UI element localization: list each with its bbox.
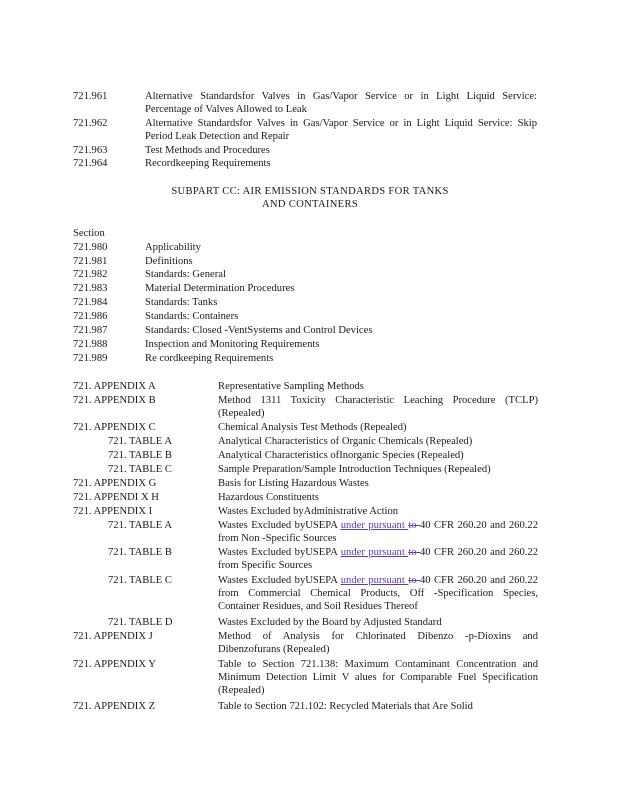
table-label: 721. TABLE B xyxy=(108,450,172,461)
appendix-label: 721. APPENDIX C xyxy=(73,422,156,433)
section-title: Test Methods and Procedures xyxy=(145,145,270,156)
deleted-text: to xyxy=(408,575,420,586)
table-label: 721. TABLE D xyxy=(108,617,173,628)
table-label: 721. TABLE B xyxy=(108,547,172,558)
appendix-title: Wastes Excluded byAdministrative Action xyxy=(218,506,399,517)
section-number: 721.961 xyxy=(73,91,108,102)
appendix-title: Method of Analysis for Chlorinated Dibenzo -p-Dioxins and Dibenzofurans (Repealed) xyxy=(218,631,538,655)
appendix-label: 721. APPENDI X H xyxy=(73,492,159,503)
deleted-text: to xyxy=(408,520,420,531)
section-title: Alternative Standardsfor Valves in Gas/Vapor Service or in Light Liquid Service: Skip Period Leak Detection and Repair xyxy=(145,118,537,142)
table-title xyxy=(218,574,538,613)
table-title: Analytical Characteristics of Organic Chemicals (Repealed) xyxy=(218,436,473,447)
section-number: 721.986 xyxy=(73,311,108,322)
section-number: 721.984 xyxy=(73,297,108,308)
section-number: 721.963 xyxy=(73,145,108,156)
appendix-label: 721. APPENDIX B xyxy=(73,395,156,406)
appendix-label: 721. APPENDIX Y xyxy=(73,659,156,670)
table-label: 721. TABLE C xyxy=(108,575,172,586)
section-title: Recordkeeping Requirements xyxy=(145,158,271,169)
table-title: Analytical Characteristics ofInorganic Species (Repealed) xyxy=(218,450,464,461)
appendix-title: Hazardous Constituents xyxy=(218,492,319,503)
section-number: 721.982 xyxy=(73,269,108,280)
table-title-text: Wastes Excluded byUSEPA xyxy=(218,520,341,531)
inserted-text: under pursuant xyxy=(340,547,409,558)
section-title: Standards: General xyxy=(145,269,226,280)
appendix-label: 721. APPENDIX A xyxy=(73,381,156,392)
inserted-text: under pursuant xyxy=(340,520,409,531)
section-title: Re cordkeeping Requirements xyxy=(145,353,274,364)
appendix-label: 721. APPENDIX I xyxy=(73,506,153,517)
deleted-text: to xyxy=(408,547,420,558)
table-label: 721. TABLE A xyxy=(108,436,172,447)
table-title: Wastes Excluded by the Board by Adjusted Standard xyxy=(218,617,442,628)
appendix-label: 721. APPENDIX Z xyxy=(73,701,156,712)
section-title: Standards: Tanks xyxy=(145,297,218,308)
section-number: 721.989 xyxy=(73,353,108,364)
section-number: 721.988 xyxy=(73,339,108,350)
section-number: 721.987 xyxy=(73,325,108,336)
appendix-title: Table to Section 721.102: Recycled Materials that Are Solid xyxy=(218,701,473,712)
section-title: Material Determination Procedures xyxy=(145,283,295,294)
section-number: 721.983 xyxy=(73,283,108,294)
appendix-label: 721. APPENDIX J xyxy=(73,631,153,642)
appendix-title: Method 1311 Toxicity Characteristic Leaching Procedure (TCLP) (Repealed) xyxy=(218,395,538,419)
inserted-text: under pursuant xyxy=(340,575,409,586)
table-title xyxy=(218,519,538,545)
table-label: 721. TABLE A xyxy=(108,520,172,531)
table-title-text: 40 CFR 260.20 and 260.22 from Non -Specific Sources xyxy=(218,520,538,544)
section-title: Alternative Standardsfor Valves in Gas/Vapor Service or in Light Liquid Service: Percentage of Valves Allowed to Leak xyxy=(145,91,537,115)
section-number: 721.981 xyxy=(73,256,108,267)
table-title xyxy=(218,546,538,572)
appendix-title: Basis for Listing Hazardous Wastes xyxy=(218,478,369,489)
table-label: 721. TABLE C xyxy=(108,464,172,475)
appendix-title: Table to Section 721.138: Maximum Contaminant Concentration and Minimum Detection Limit V alues for Comparable Fuel Specification (Repealed) xyxy=(218,659,538,696)
table-title-text: 40 CFR 260.20 and 260.22 from Commercial Chemical Products, Off -Specification Species, Container Residues, and Soil Residues Thereof xyxy=(218,575,538,612)
section-title: Inspection and Monitoring Requirements xyxy=(145,339,320,350)
section-title: Standards: Closed -VentSystems and Control Devices xyxy=(145,325,373,336)
table-title-text: Wastes Excluded byUSEPA xyxy=(218,547,341,558)
appendix-title: Chemical Analysis Test Methods (Repealed) xyxy=(218,422,407,433)
appendix-title: Representative Sampling Methods xyxy=(218,381,364,392)
section-title: Standards: Containers xyxy=(145,311,239,322)
section-title: Definitions xyxy=(145,256,193,267)
section-number: 721.980 xyxy=(73,242,108,253)
section-number: 721.962 xyxy=(73,118,108,129)
section-title: Applicability xyxy=(145,242,201,253)
section-label: Section xyxy=(73,228,105,239)
table-title-text: Wastes Excluded byUSEPA xyxy=(218,575,341,586)
table-title-text: 40 CFR 260.20 and 260.22 from Specific Sources xyxy=(218,547,538,571)
section-number: 721.964 xyxy=(73,158,108,169)
subpart-heading: SUBPART CC: AIR EMISSION STANDARDS FOR TANKS AND CONTAINERS xyxy=(171,186,449,210)
table-title: Sample Preparation/Sample Introduction Techniques (Repealed) xyxy=(218,464,491,475)
appendix-label: 721. APPENDIX G xyxy=(73,478,157,489)
